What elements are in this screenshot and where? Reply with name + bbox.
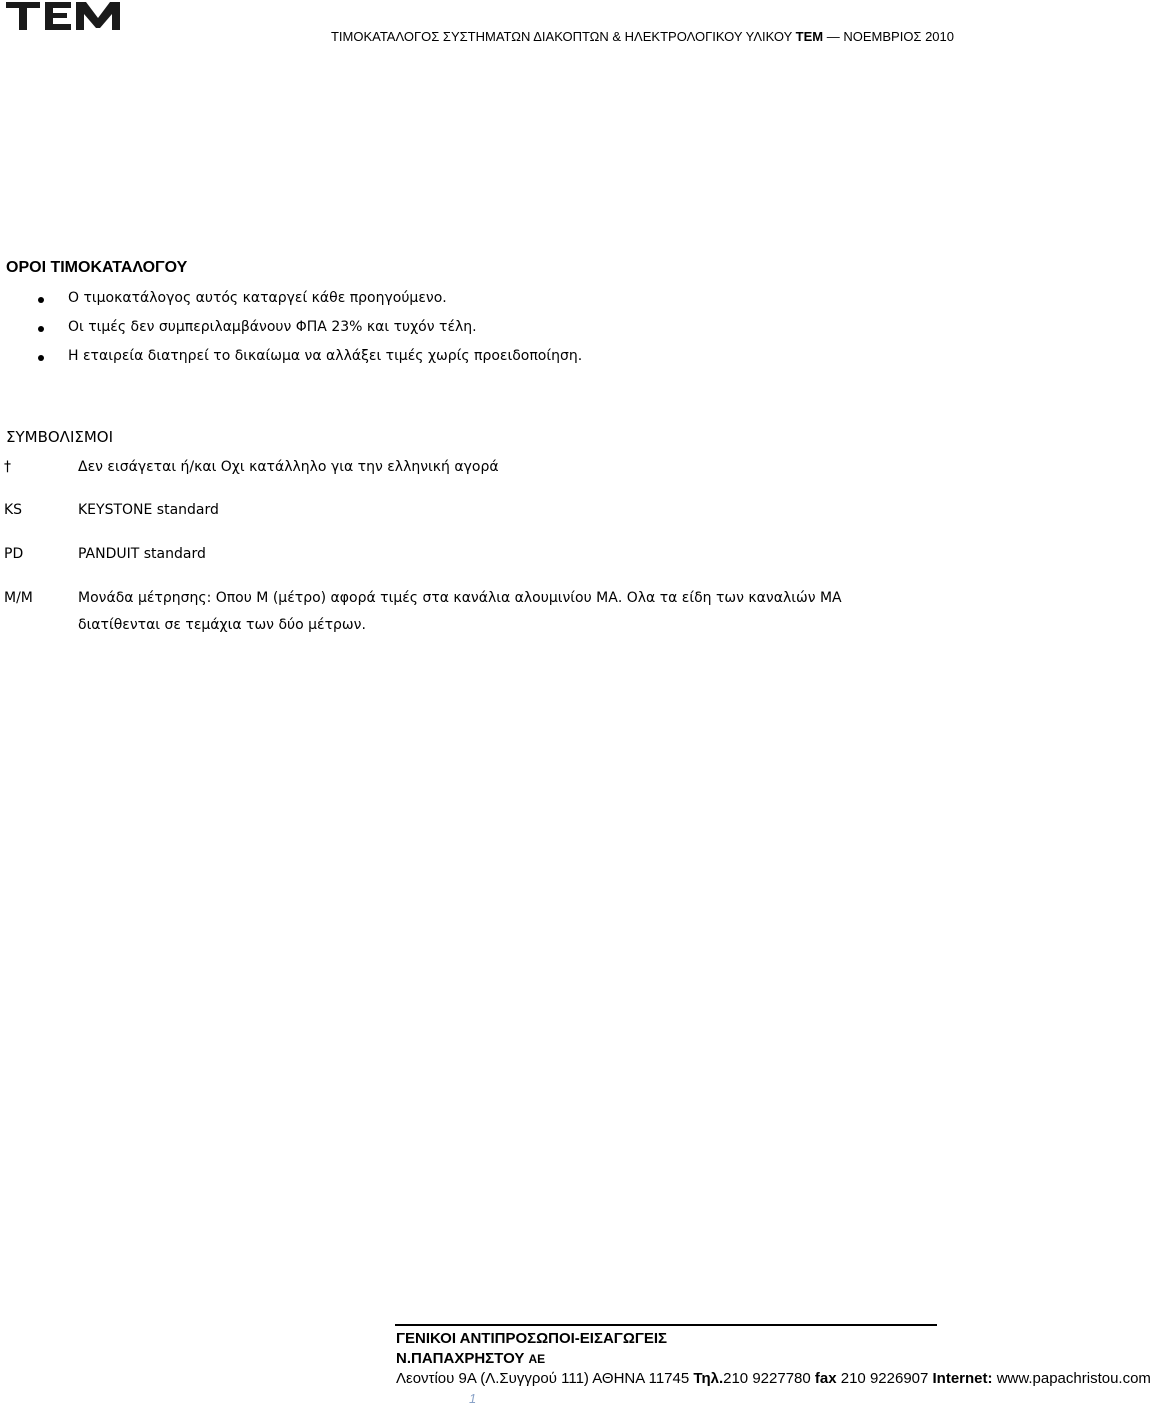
- tem-logo: [6, 0, 130, 34]
- symbol-code: †: [4, 459, 11, 475]
- bullet-icon: [38, 355, 44, 361]
- symbol-code: KS: [4, 502, 23, 518]
- terms-heading: ΟΡΟΙ ΤΙΜΟΚΑΤΑΛΟΓΟΥ: [6, 259, 188, 276]
- document-header-title: [331, 29, 954, 44]
- footer-fax-label: fax: [814, 1370, 837, 1387]
- footer-internet-label: Internet:: [932, 1370, 993, 1387]
- symbol-description: KEYSTONE standard: [78, 502, 219, 518]
- symbol-code: M/M: [4, 590, 33, 606]
- footer-tel-label: Τηλ.: [693, 1370, 724, 1387]
- terms-item-text: Ο τιμοκατάλογος αυτός καταργεί κάθε προηγούμενο.: [68, 290, 447, 306]
- symbol-code: PD: [4, 546, 24, 562]
- symbol-description: Δεν εισάγεται ή/και Οχι κατάλληλο για την ελληνική αγορά: [78, 459, 499, 475]
- symbol-description: PANDUIT standard: [78, 546, 206, 562]
- footer-contact-line: [396, 1370, 1151, 1387]
- symbols-heading: ΣΥΜΒΟΛΙΣΜΟΙ: [6, 428, 114, 446]
- footer-company-suffix: ΑΕ: [528, 1352, 546, 1366]
- header-title-suffix: — ΝΟΕΜΒΡΙΟΣ 2010: [826, 29, 954, 44]
- footer-internet-link[interactable]: www.papachristou.com: [996, 1370, 1151, 1387]
- symbol-description: Μονάδα μέτρησης: Οπου Μ (μέτρο) αφορά τιμές στα κανάλια αλουμινίου ΜΑ. Ολα τα είδη των καναλιών ΜΑ διατίθενται σε τεμάχια των δύο μέτρων.: [78, 590, 842, 633]
- bullet-icon: [38, 297, 44, 303]
- footer-company-line: [396, 1350, 545, 1367]
- footer-tel-value: 210 9227780: [723, 1370, 811, 1387]
- page-number: 1: [469, 1391, 477, 1406]
- footer-company-name: Ν.ΠΑΠΑΧΡΗΣΤΟΥ: [396, 1350, 525, 1367]
- header-title-brand: TEM: [795, 29, 824, 44]
- bullet-icon: [38, 326, 44, 332]
- terms-item-text: Η εταιρεία διατηρεί το δικαίωμα να αλλάξει τιμές χωρίς προειδοποίηση.: [68, 348, 583, 364]
- header-title-prefix: ΤΙΜΟΚΑΤΑΛΟΓΟΣ ΣΥΣΤΗΜΑΤΩΝ ΔΙΑΚΟΠΤΩΝ & ΗΛΕΚΤΡΟΛΟΓΙΚΟΥ ΥΛΙΚΟΥ: [330, 29, 793, 44]
- footer-divider: [395, 1324, 937, 1326]
- terms-item-text: Οι τιμές δεν συμπεριλαμβάνουν ΦΠΑ 23% και τυχόν τέλη.: [68, 319, 477, 335]
- footer-fax-value: 210 9226907: [840, 1370, 929, 1387]
- footer-address: Λεοντίου 9Α (Λ.Συγγρού 111) ΑΘΗΝΑ 11745: [396, 1370, 690, 1387]
- footer-distributors-line: ΓΕΝΙΚΟΙ ΑΝΤΙΠΡΟΣΩΠΟΙ-ΕΙΣΑΓΩΓΕΙΣ: [396, 1330, 668, 1347]
